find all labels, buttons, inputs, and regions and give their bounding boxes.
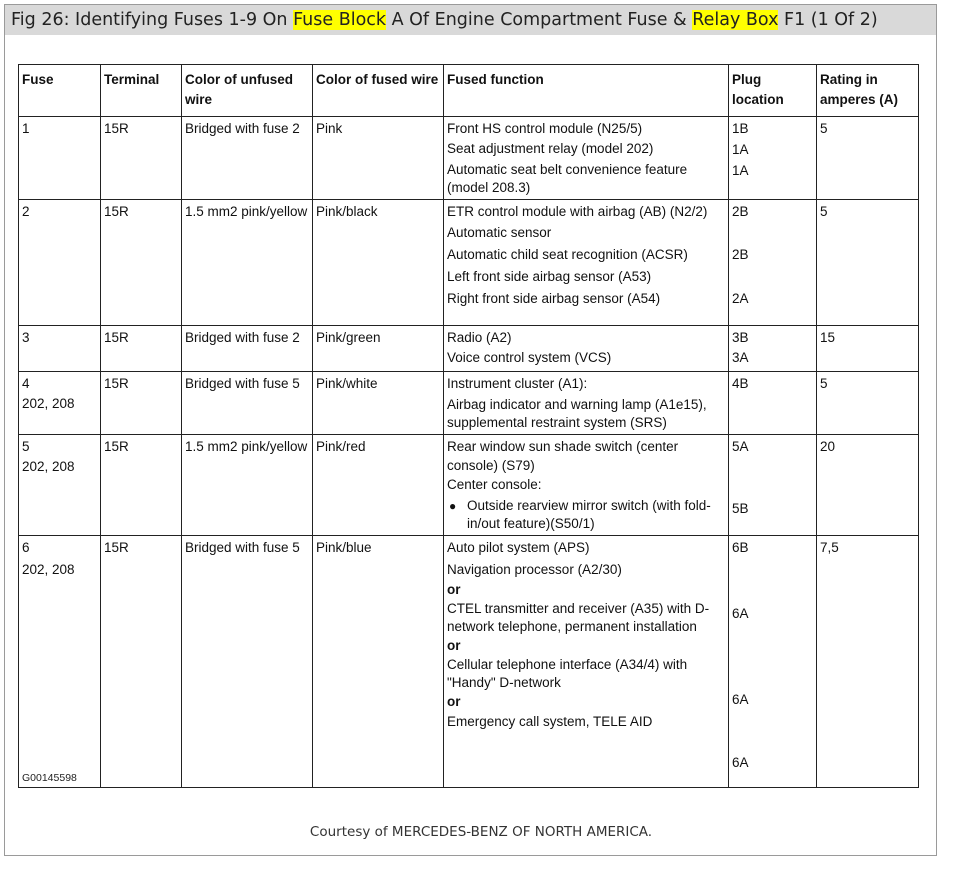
- cell-plug-location: [729, 117, 817, 200]
- cell-rating: 20: [817, 435, 919, 536]
- or-label: or: [447, 582, 461, 597]
- col-header-fused-color: Color of fused wire: [313, 65, 444, 117]
- cell-terminal: 15R: [101, 326, 182, 372]
- table-row: [19, 117, 919, 200]
- cell-function: [444, 200, 729, 326]
- cell-unfused-color: Bridged with fuse 2: [182, 117, 313, 200]
- cell-rating: 5: [817, 117, 919, 200]
- plug-code: 6B: [732, 540, 749, 555]
- function-item: Right front side airbag sensor (A54): [447, 291, 661, 306]
- fuse-number: 3: [22, 330, 30, 345]
- cell-fuse: [19, 536, 101, 788]
- plug-code: 1B: [732, 121, 749, 136]
- cell-fuse: [19, 200, 101, 326]
- cell-plug-location: [729, 536, 817, 788]
- cell-function: [444, 326, 729, 372]
- figure-title: [5, 5, 936, 35]
- figure-id: G00145598: [22, 772, 77, 784]
- function-item: Automatic sensor: [447, 225, 552, 240]
- col-header-terminal: Terminal: [101, 65, 182, 117]
- cell-fused-color: Pink/green: [313, 326, 444, 372]
- function-item: Voice control system (VCS): [447, 350, 612, 365]
- title-text: Fig 26: Identifying Fuses 1-9 On: [11, 10, 294, 30]
- function-item: Automatic seat belt convenience feature (model 208.3): [447, 162, 688, 195]
- plug-code: 2B: [732, 204, 749, 219]
- or-label: or: [447, 694, 461, 709]
- function-item: Emergency call system, TELE AID: [447, 714, 653, 729]
- function-item: Left front side airbag sensor (A53): [447, 269, 652, 284]
- col-header-function: Fused function: [444, 65, 729, 117]
- col-header-rating: Rating in amperes (A): [817, 65, 919, 117]
- fuse-number: 1: [22, 121, 30, 136]
- title-text: A Of Engine Compartment Fuse &: [386, 10, 693, 30]
- cell-fused-color: Pink: [313, 117, 444, 200]
- cell-fuse: [19, 117, 101, 200]
- cell-rating: 15: [817, 326, 919, 372]
- function-item: Center console:: [447, 477, 542, 492]
- cell-plug-location: [729, 200, 817, 326]
- cell-unfused-color: Bridged with fuse 5: [182, 372, 313, 435]
- function-bullet-item: ● Outside rearview mirror switch (with fold-in/out feature)(S50/1): [447, 497, 725, 533]
- plug-code: 6A: [732, 692, 749, 707]
- cell-rating: 5: [817, 372, 919, 435]
- cell-unfused-color: Bridged with fuse 5: [182, 536, 313, 788]
- function-item: Seat adjustment relay (model 202): [447, 141, 654, 156]
- fuse-models: 202, 208: [22, 396, 75, 411]
- fuse-number: 4: [22, 376, 30, 391]
- highlight-relay-box: Relay Box: [692, 10, 779, 30]
- fuse-number: 2: [22, 204, 30, 219]
- highlight-fuse-block: Fuse Block: [293, 10, 387, 30]
- cell-rating: 7,5: [817, 536, 919, 788]
- plug-code: 3B: [732, 330, 749, 345]
- cell-plug-location: [729, 435, 817, 536]
- or-label: or: [447, 638, 461, 653]
- plug-code: 1A: [732, 163, 749, 178]
- plug-code: 6A: [732, 606, 749, 621]
- table-row: [19, 536, 919, 788]
- cell-terminal: 15R: [101, 117, 182, 200]
- title-text: F1 (1 Of 2): [778, 10, 878, 30]
- function-item: Airbag indicator and warning lamp (A1e15), supplemental restraint system (SRS): [447, 397, 707, 430]
- function-item: ETR control module with airbag (AB) (N2/2): [447, 204, 708, 219]
- fuse-models: 202, 208: [22, 459, 75, 474]
- table-row: [19, 372, 919, 435]
- function-item: Cellular telephone interface (A34/4) with "Handy" D-network: [447, 657, 688, 690]
- function-item: CTEL transmitter and receiver (A35) with D-network telephone, permanent installation: [447, 601, 710, 634]
- function-item: Auto pilot system (APS): [447, 540, 590, 555]
- cell-plug-location: [729, 326, 817, 372]
- cell-rating: 5: [817, 200, 919, 326]
- col-header-fuse: Fuse: [19, 65, 101, 117]
- function-item: Navigation processor (A2/30): [447, 562, 622, 577]
- cell-terminal: 15R: [101, 536, 182, 788]
- fuse-models: 202, 208: [22, 562, 75, 577]
- cell-fused-color: Pink/red: [313, 435, 444, 536]
- cell-plug-location: [729, 372, 817, 435]
- plug-code: 1A: [732, 142, 749, 157]
- cell-unfused-color: Bridged with fuse 2: [182, 326, 313, 372]
- cell-fuse: [19, 435, 101, 536]
- courtesy-line: Courtesy of MERCEDES-BENZ OF NORTH AMERICA.: [309, 824, 653, 840]
- table-row: [19, 326, 919, 372]
- cell-terminal: 15R: [101, 200, 182, 326]
- function-item: Front HS control module (N25/5): [447, 121, 643, 136]
- plug-code: 2B: [732, 247, 749, 262]
- plug-code: 6A: [732, 755, 749, 770]
- plug-code: 5A: [732, 439, 749, 454]
- cell-terminal: 15R: [101, 435, 182, 536]
- cell-function: [444, 536, 729, 788]
- table-header-row: [19, 65, 919, 117]
- cell-fused-color: Pink/white: [313, 372, 444, 435]
- plug-code: 4B: [732, 376, 749, 391]
- function-item: Rear window sun shade switch (center console) (S79): [447, 439, 679, 473]
- function-item: Instrument cluster (A1):: [447, 376, 588, 391]
- plug-code: 2A: [732, 291, 749, 306]
- function-item: Automatic child seat recognition (ACSR): [447, 247, 688, 262]
- cell-fuse: [19, 372, 101, 435]
- function-item: Radio (A2): [447, 330, 512, 345]
- cell-function: [444, 435, 729, 536]
- fuse-number: 6: [22, 540, 30, 555]
- cell-unfused-color: 1.5 mm2 pink/yellow: [182, 435, 313, 536]
- cell-function: [444, 117, 729, 200]
- col-header-unfused-color: Color of unfused wire: [182, 65, 313, 117]
- cell-fuse: [19, 326, 101, 372]
- table-row: [19, 435, 919, 536]
- cell-unfused-color: 1.5 mm2 pink/yellow: [182, 200, 313, 326]
- fuse-number: 5: [22, 439, 30, 454]
- col-header-plug-location: Plug location: [729, 65, 817, 117]
- plug-code: 3A: [732, 350, 749, 365]
- table-row: [19, 200, 919, 326]
- cell-fused-color: Pink/black: [313, 200, 444, 326]
- cell-function: [444, 372, 729, 435]
- fuse-table: [18, 64, 919, 788]
- plug-code: 5B: [732, 501, 749, 516]
- cell-terminal: 15R: [101, 372, 182, 435]
- cell-fused-color: Pink/blue: [313, 536, 444, 788]
